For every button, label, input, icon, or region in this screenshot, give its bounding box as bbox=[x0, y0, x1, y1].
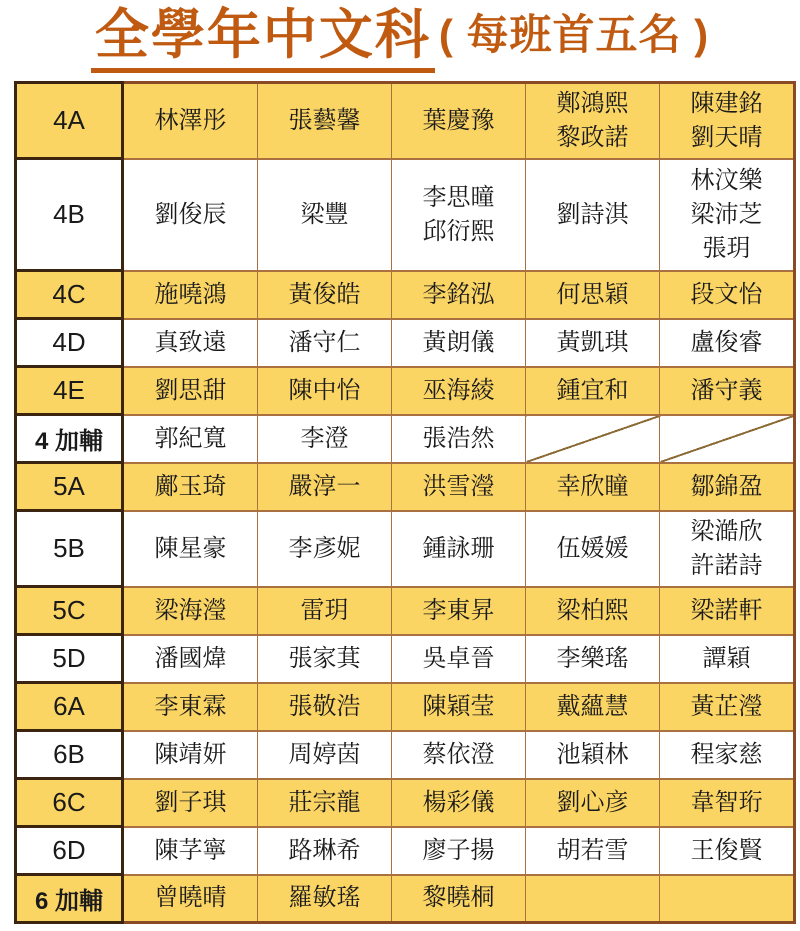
student-name: 周婷茵 bbox=[288, 740, 361, 768]
student-name-cell bbox=[392, 779, 526, 827]
student-name-cell bbox=[660, 731, 795, 779]
class-label-cell: 4A bbox=[16, 83, 123, 159]
student-name-cell bbox=[258, 271, 392, 319]
student-name: 洪雪瀅 bbox=[422, 472, 495, 500]
student-name-cell bbox=[392, 635, 526, 683]
student-name: 幸欣瞳 bbox=[556, 472, 629, 500]
class-label-cell: 6B bbox=[16, 731, 123, 779]
results-table-body bbox=[16, 83, 795, 923]
student-name: 梁諾軒 bbox=[690, 596, 763, 624]
table-row bbox=[16, 511, 795, 587]
student-name: 盧俊睿 bbox=[690, 328, 763, 356]
table-row bbox=[16, 271, 795, 319]
table-row bbox=[16, 415, 795, 463]
student-name-cell bbox=[258, 779, 392, 827]
student-name: 郭紀寬 bbox=[154, 424, 227, 452]
student-name-cell bbox=[392, 319, 526, 367]
student-name: 鄒錦盈 bbox=[690, 472, 763, 500]
student-name: 何思穎 bbox=[556, 280, 629, 308]
page bbox=[0, 2, 800, 924]
page-title bbox=[0, 2, 800, 73]
student-name: 潘守義 bbox=[690, 376, 763, 404]
student-name-cell bbox=[526, 367, 660, 415]
class-label-cell: 6A bbox=[16, 683, 123, 731]
student-name-cell bbox=[392, 159, 526, 271]
student-name-cell bbox=[258, 463, 392, 511]
class-label-cell: 6D bbox=[16, 827, 123, 875]
student-name-cell bbox=[258, 683, 392, 731]
title-main: 全學年中文科 bbox=[91, 4, 435, 73]
student-name: 韋智珩 bbox=[690, 788, 763, 816]
student-name: 陳靖妍 bbox=[154, 740, 227, 768]
student-name: 劉心彦 bbox=[556, 788, 629, 816]
student-name-cell bbox=[123, 683, 258, 731]
student-name: 葉慶豫 bbox=[422, 106, 495, 134]
student-name: 潘守仁 bbox=[288, 328, 361, 356]
student-name-cell bbox=[258, 731, 392, 779]
student-name-cell bbox=[392, 83, 526, 159]
student-name: 張敬浩 bbox=[288, 692, 361, 720]
table-row bbox=[16, 635, 795, 683]
student-name: 鄺玉琦 bbox=[154, 472, 227, 500]
student-name-cell bbox=[258, 511, 392, 587]
student-name: 羅敏瑤 bbox=[288, 884, 361, 912]
student-name: 梁沛芝 bbox=[690, 200, 763, 228]
student-name: 黃凱琪 bbox=[556, 328, 629, 356]
table-row bbox=[16, 319, 795, 367]
student-name-cell bbox=[526, 319, 660, 367]
student-name-cell bbox=[258, 875, 392, 923]
student-name-cell bbox=[258, 415, 392, 463]
student-name: 陳穎莹 bbox=[422, 692, 495, 720]
student-name: 譚穎 bbox=[702, 644, 751, 672]
student-name-cell bbox=[392, 731, 526, 779]
student-name-cell bbox=[392, 367, 526, 415]
student-name-cell bbox=[392, 683, 526, 731]
student-name: 梁豐 bbox=[300, 200, 349, 228]
student-name-cell bbox=[660, 83, 795, 159]
student-name-cell bbox=[258, 827, 392, 875]
student-name: 梁海瀅 bbox=[154, 596, 227, 624]
student-name-cell bbox=[258, 319, 392, 367]
class-label-cell: 6 加輔 bbox=[16, 875, 123, 923]
student-name-cell bbox=[258, 635, 392, 683]
student-name-cell bbox=[392, 587, 526, 635]
student-name: 梁柏熙 bbox=[556, 596, 629, 624]
student-name-cell bbox=[123, 415, 258, 463]
student-name: 張玥 bbox=[702, 234, 751, 262]
student-name: 劉子琪 bbox=[154, 788, 227, 816]
student-name: 黃朗儀 bbox=[422, 328, 495, 356]
student-name: 伍媛媛 bbox=[556, 534, 629, 562]
student-name: 曾曉晴 bbox=[154, 884, 227, 912]
student-name-cell bbox=[123, 159, 258, 271]
class-label-cell: 4E bbox=[16, 367, 123, 415]
student-name: 真致遠 bbox=[154, 328, 227, 356]
class-label-cell: 5C bbox=[16, 587, 123, 635]
student-name: 戴蘊慧 bbox=[556, 692, 629, 720]
student-name: 邱衍熙 bbox=[422, 217, 495, 245]
student-name: 李銘泓 bbox=[422, 280, 495, 308]
student-name: 鄭鴻熙 bbox=[556, 89, 629, 117]
student-name-cell bbox=[392, 827, 526, 875]
student-name: 張家萁 bbox=[288, 644, 361, 672]
student-name: 廖子揚 bbox=[422, 836, 495, 864]
student-name: 池穎林 bbox=[556, 740, 629, 768]
student-name-cell bbox=[526, 511, 660, 587]
student-name-cell bbox=[526, 463, 660, 511]
student-name: 潘國煒 bbox=[154, 644, 227, 672]
student-name: 黃芷瀅 bbox=[690, 692, 763, 720]
student-name-cell bbox=[660, 511, 795, 587]
student-name: 程家慈 bbox=[690, 740, 763, 768]
student-name: 黎政諾 bbox=[556, 123, 629, 151]
student-name-cell bbox=[123, 875, 258, 923]
student-name-cell bbox=[123, 511, 258, 587]
student-name-cell bbox=[123, 635, 258, 683]
student-name-cell bbox=[660, 271, 795, 319]
title-sub: ( 每班首五名 ) bbox=[438, 11, 710, 58]
class-label-cell: 4D bbox=[16, 319, 123, 367]
student-name-cell bbox=[392, 875, 526, 923]
student-name-cell bbox=[123, 367, 258, 415]
table-row bbox=[16, 683, 795, 731]
student-name-cell bbox=[660, 827, 795, 875]
class-label-cell: 4C bbox=[16, 271, 123, 319]
student-name: 張浩然 bbox=[422, 424, 495, 452]
student-name: 陳星豪 bbox=[154, 534, 227, 562]
student-name: 路琳希 bbox=[288, 836, 361, 864]
student-name: 雷玥 bbox=[300, 596, 349, 624]
empty-diagonal-cell bbox=[526, 415, 660, 463]
student-name-cell bbox=[660, 683, 795, 731]
student-name: 胡若雪 bbox=[556, 836, 629, 864]
table-row bbox=[16, 159, 795, 271]
student-name: 黃俊皓 bbox=[288, 280, 361, 308]
student-name-cell bbox=[526, 827, 660, 875]
student-name: 劉天晴 bbox=[690, 123, 763, 151]
student-name: 蔡依澄 bbox=[422, 740, 495, 768]
student-name: 林澤彤 bbox=[154, 106, 227, 134]
table-row bbox=[16, 827, 795, 875]
student-name: 施嘵鴻 bbox=[154, 280, 227, 308]
empty-diagonal-cell bbox=[660, 415, 795, 463]
student-name: 劉俊辰 bbox=[154, 200, 227, 228]
class-label-cell: 4 加輔 bbox=[16, 415, 123, 463]
results-table bbox=[14, 81, 796, 924]
student-name-cell bbox=[258, 367, 392, 415]
table-row bbox=[16, 731, 795, 779]
student-name: 吳卓晉 bbox=[422, 644, 495, 672]
table-row bbox=[16, 367, 795, 415]
student-name-cell bbox=[392, 463, 526, 511]
class-label-cell: 5B bbox=[16, 511, 123, 587]
student-name-cell bbox=[526, 587, 660, 635]
student-name-cell bbox=[258, 587, 392, 635]
student-name: 段文怡 bbox=[690, 280, 763, 308]
table-row bbox=[16, 779, 795, 827]
student-name-cell bbox=[123, 319, 258, 367]
student-name-cell bbox=[660, 587, 795, 635]
student-name-cell bbox=[123, 271, 258, 319]
table-row bbox=[16, 83, 795, 159]
student-name-cell bbox=[258, 83, 392, 159]
student-name-cell bbox=[660, 319, 795, 367]
student-name: 林汶樂 bbox=[690, 166, 763, 194]
student-name-cell bbox=[526, 731, 660, 779]
student-name: 鍾宜和 bbox=[556, 376, 629, 404]
student-name: 李東昇 bbox=[422, 596, 495, 624]
student-name: 黎曉桐 bbox=[422, 884, 495, 912]
table-row bbox=[16, 463, 795, 511]
empty-diagonal-cell bbox=[526, 875, 660, 923]
student-name-cell bbox=[526, 683, 660, 731]
student-name-cell bbox=[660, 367, 795, 415]
student-name-cell bbox=[123, 587, 258, 635]
student-name-cell bbox=[123, 463, 258, 511]
student-name-cell bbox=[123, 83, 258, 159]
student-name-cell bbox=[660, 779, 795, 827]
student-name: 李東霖 bbox=[154, 692, 227, 720]
table-row bbox=[16, 587, 795, 635]
student-name-cell bbox=[392, 415, 526, 463]
student-name-cell bbox=[123, 827, 258, 875]
student-name-cell bbox=[392, 511, 526, 587]
student-name: 莊宗龍 bbox=[288, 788, 361, 816]
class-label-cell: 5A bbox=[16, 463, 123, 511]
student-name-cell bbox=[526, 159, 660, 271]
student-name-cell bbox=[660, 635, 795, 683]
student-name: 張藝馨 bbox=[288, 106, 361, 134]
student-name: 嚴淳一 bbox=[288, 472, 361, 500]
student-name: 鍾詠珊 bbox=[422, 534, 495, 562]
student-name-cell bbox=[123, 779, 258, 827]
class-label-cell: 6C bbox=[16, 779, 123, 827]
student-name: 李彥妮 bbox=[288, 534, 361, 562]
student-name: 李思曈 bbox=[422, 183, 495, 211]
table-row bbox=[16, 875, 795, 923]
student-name-cell bbox=[660, 463, 795, 511]
student-name-cell bbox=[526, 271, 660, 319]
student-name-cell bbox=[660, 159, 795, 271]
student-name-cell bbox=[526, 635, 660, 683]
student-name-cell bbox=[392, 271, 526, 319]
student-name: 李澄 bbox=[300, 424, 349, 452]
student-name-cell bbox=[526, 83, 660, 159]
class-label-cell: 5D bbox=[16, 635, 123, 683]
student-name-cell bbox=[258, 159, 392, 271]
class-label-cell: 4B bbox=[16, 159, 123, 271]
student-name: 許諾詩 bbox=[690, 551, 763, 579]
student-name: 楊彩儀 bbox=[422, 788, 495, 816]
student-name: 巫海綾 bbox=[422, 376, 495, 404]
student-name-cell bbox=[526, 779, 660, 827]
empty-diagonal-cell bbox=[660, 875, 795, 923]
student-name: 陳建銘 bbox=[690, 89, 763, 117]
student-name-cell bbox=[123, 731, 258, 779]
student-name: 劉思甜 bbox=[154, 376, 227, 404]
student-name: 梁澔欣 bbox=[690, 517, 763, 545]
student-name: 王俊賢 bbox=[690, 836, 763, 864]
student-name: 李樂瑤 bbox=[556, 644, 629, 672]
student-name: 劉詩淇 bbox=[556, 200, 629, 228]
student-name: 陳中怡 bbox=[288, 376, 361, 404]
student-name: 陳芓寧 bbox=[154, 836, 227, 864]
